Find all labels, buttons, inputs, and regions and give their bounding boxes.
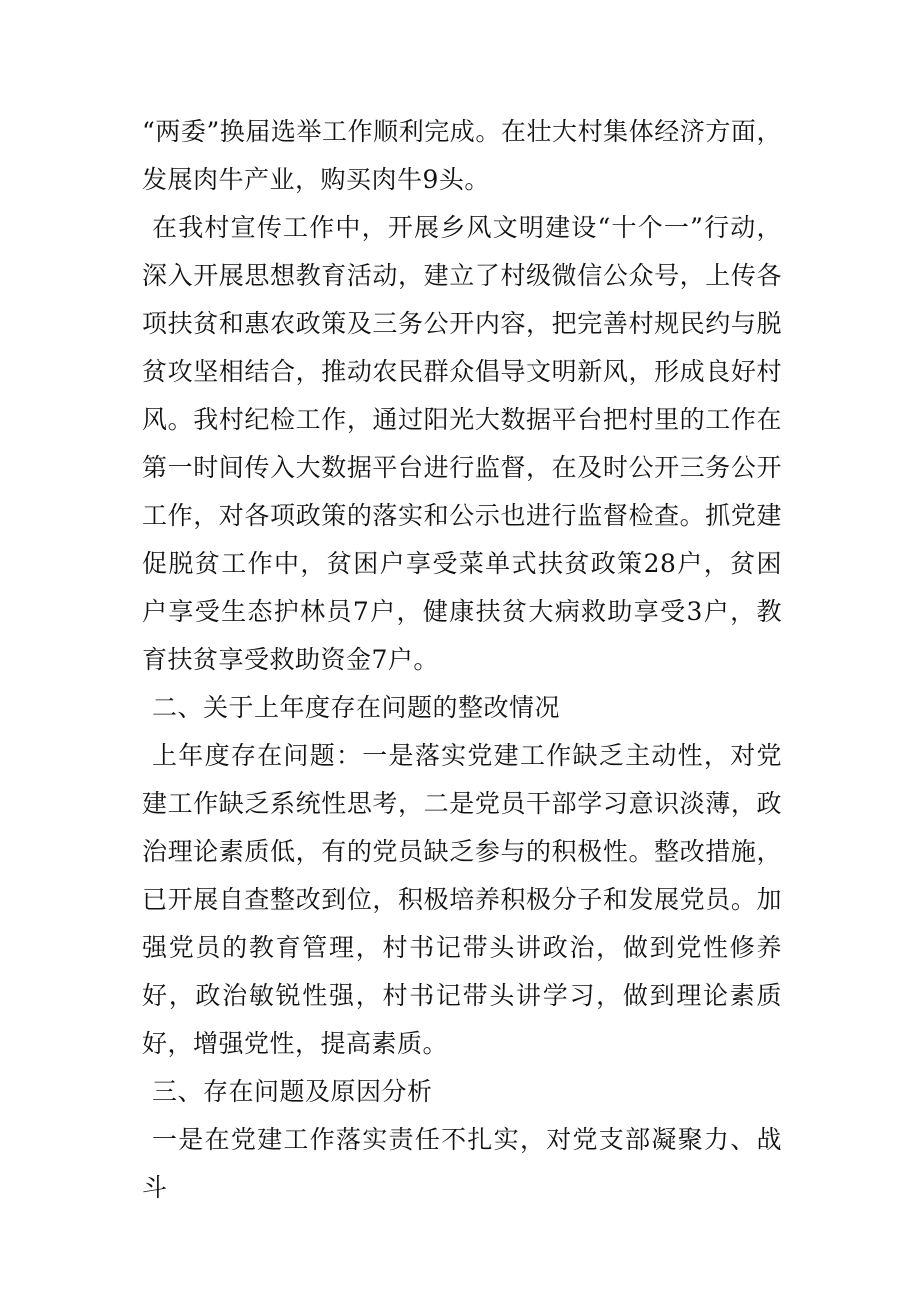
paragraph-first-problem: 一是在党建工作落实责任不扎实，对党支部凝聚力、战斗 <box>142 1125 782 1202</box>
paragraph-election-economy: “两委”换届选举工作顺利完成。在壮大村集体经济方面，发展肉牛产业，购买肉牛9头。 <box>142 117 782 194</box>
document-body <box>142 108 782 1212</box>
section-heading-rectification: 二、关于上年度存在问题的整改情况 <box>152 693 561 722</box>
section-heading-problem-analysis: 三、存在问题及原因分析 <box>152 1077 433 1106</box>
paragraph-publicity-work: 在我村宣传工作中，开展乡风文明建设“十个一”行动，深入开展思想教育活动，建立了村级微信公众号，上传各项扶贫和惠农政策及三务公开内容，把完善村规民约与脱贫攻坚相结合，推动农民群众倡导文明新风，形成良好村风。我村纪检工作，通过阳光大数据平台把村里的工作在第一时间传入大数据平台进行监督，在及时公开三务公开工作，对各项政策的落实和公示也进行监督检查。抓党建促脱贫工作中，贫困户享受菜单式扶贫政策28户，贫困户享受生态护林员7户，健康扶贫大病救助享受3户，教育扶贫享受救助资金7户。 <box>142 213 782 674</box>
paragraph-previous-problems: 上年度存在问题：一是落实党建工作缺乏主动性，对党建工作缺乏系统性思考，二是党员干部学习意识淡薄，政治理论素质低，有的党员缺乏参与的积极性。整改措施，已开展自查整改到位，积极培养积极分子和发展党员。加强党员的教育管理，村书记带头讲政治，做到党性修养好，政治敏锐性强，村书记带头讲学习，做到理论素质好，增强党性，提高素质。 <box>142 741 782 1058</box>
